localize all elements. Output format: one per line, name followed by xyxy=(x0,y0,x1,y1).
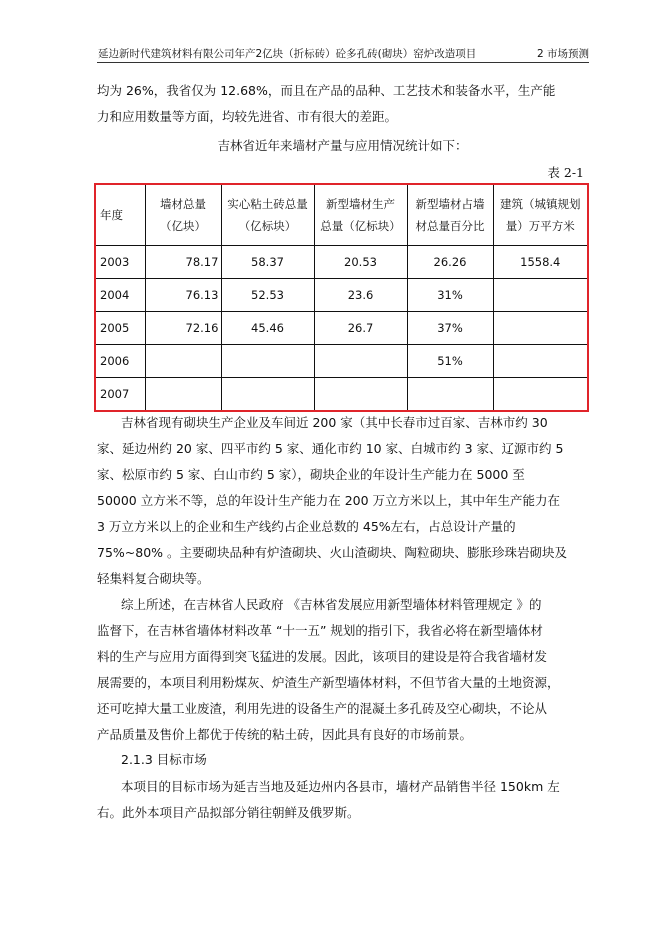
section-heading: 2.1.3 目标市场 xyxy=(121,752,207,767)
para1-line-3: 家、松原市约 5 家、白山市约 5 家），砌块企业的年设计生产能力在 5000 至 xyxy=(97,467,525,482)
cell-building-area xyxy=(493,312,588,345)
para3-line-1: 本项目的目标市场为延吉当地及延边州内各县市，墙材产品销售半径 150km 左 xyxy=(121,779,560,794)
cell-new-wall xyxy=(314,378,407,412)
table-header-row xyxy=(95,184,588,246)
cell-new-wall: 26.7 xyxy=(314,312,407,345)
table-caption: 吉林省近年来墙材产量与应用情况统计如下： xyxy=(217,138,468,153)
cell-building-area xyxy=(493,378,588,412)
para2-line-6: 产品质量及售价上都优于传统的粘土砖，因此具有良好的市场前景。 xyxy=(97,727,473,742)
header-title: 延边新时代建筑材料有限公司年产2亿块（折标砖）砼多孔砖(砌块）窑炉改造项目 xyxy=(98,48,477,60)
header-clay-brick: 实心粘土砖总量 （亿标块） xyxy=(221,184,314,246)
table-row xyxy=(95,312,588,345)
cell-total-wall: 76.13 xyxy=(145,279,221,312)
cell-year: 2004 xyxy=(95,279,145,312)
cell-year: 2006 xyxy=(95,345,145,378)
cell-year: 2005 xyxy=(95,312,145,345)
header-rule xyxy=(97,62,589,63)
para2-line-3: 料的生产与应用方面得到突飞猛进的发展。因此，该项目的建设是符合我省墙材发 xyxy=(97,649,548,664)
table-row xyxy=(95,345,588,378)
cell-new-wall-percent: 26.26 xyxy=(407,246,493,279)
cell-clay-brick xyxy=(221,345,314,378)
cell-clay-brick: 45.46 xyxy=(221,312,314,345)
para1-line-6: 75%~80% 。主要砌块品种有炉渣砌块、火山渣砌块、陶粒砌块、膨胀珍珠岩砌块及 xyxy=(97,545,568,560)
cell-new-wall-percent: 31% xyxy=(407,279,493,312)
para2-line-4: 展需要的，本项目利用粉煤灰、炉渣生产新型墙体材料，不但节省大量的土地资源， xyxy=(97,675,560,690)
table-row xyxy=(95,246,588,279)
intro-line-1: 均为 26%，我省仅为 12.68%，而且在产品的品种、工艺技术和装备水平，生产能 xyxy=(97,83,556,98)
table-row xyxy=(95,279,588,312)
para1-line-2: 家、延边州约 20 家、四平市约 5 家、通化市约 10 家、白城市约 3 家、辽源市约 5 xyxy=(97,441,564,456)
para2-line-5: 还可吃掉大量工业废渣，利用先进的设备生产的混凝土多孔砖及空心砌块，不论从 xyxy=(97,701,548,716)
para1-line-4: 50000 立方米不等，总的年设计生产能力在 200 万立方米以上，其中年生产能力在 xyxy=(97,493,561,508)
cell-year: 2007 xyxy=(95,378,145,412)
cell-new-wall-percent: 51% xyxy=(407,345,493,378)
cell-total-wall: 78.17 xyxy=(145,246,221,279)
para1-line-5: 3 万立方米以上的企业和生产线约占企业总数的 45%左右，占总设计产量的 xyxy=(97,519,516,534)
cell-new-wall: 20.53 xyxy=(314,246,407,279)
cell-new-wall-percent: 37% xyxy=(407,312,493,345)
cell-total-wall xyxy=(145,378,221,412)
para2-line-2: 监督下，在吉林省墙体材料改革 “十一五” 规划的指引下，我省必将在新型墙体材 xyxy=(97,623,543,638)
cell-new-wall xyxy=(314,345,407,378)
header-section: 2 市场预测 xyxy=(536,48,589,60)
header-year: 年度 xyxy=(95,184,145,246)
header-building-area: 建筑（城镇规划 量）万平方米 xyxy=(493,184,588,246)
intro-line-2: 力和应用数量等方面，均较先进省、市有很大的差距。 xyxy=(97,109,398,124)
header-new-wall: 新型墙材生产 总量（亿标块） xyxy=(314,184,407,246)
table-row xyxy=(95,378,588,412)
cell-building-area xyxy=(493,345,588,378)
page-header xyxy=(98,44,589,62)
cell-total-wall xyxy=(145,345,221,378)
cell-building-area: 1558.4 xyxy=(493,246,588,279)
header-total-wall: 墙材总量 （亿块） xyxy=(145,184,221,246)
para2-line-1: 综上所述，在吉林省人民政府 《吉林省发展应用新型墙体材料管理规定 》的 xyxy=(121,597,542,612)
cell-new-wall-percent xyxy=(407,378,493,412)
wall-material-table xyxy=(94,183,589,412)
cell-clay-brick: 52.53 xyxy=(221,279,314,312)
header-new-wall-percent: 新型墙材占墙 材总量百分比 xyxy=(407,184,493,246)
cell-new-wall: 23.6 xyxy=(314,279,407,312)
table-number: 表 2-1 xyxy=(547,165,584,180)
cell-building-area xyxy=(493,279,588,312)
cell-total-wall: 72.16 xyxy=(145,312,221,345)
cell-clay-brick xyxy=(221,378,314,412)
para3-line-2: 右。此外本项目产品拟部分销往朝鲜及俄罗斯。 xyxy=(97,805,360,820)
para1-line-1: 吉林省现有砌块生产企业及车间近 200 家（其中长春市过百家、吉林市约 30 xyxy=(121,415,548,430)
cell-year: 2003 xyxy=(95,246,145,279)
para1-line-7: 轻集料复合砌块等。 xyxy=(97,571,210,586)
cell-clay-brick: 58.37 xyxy=(221,246,314,279)
